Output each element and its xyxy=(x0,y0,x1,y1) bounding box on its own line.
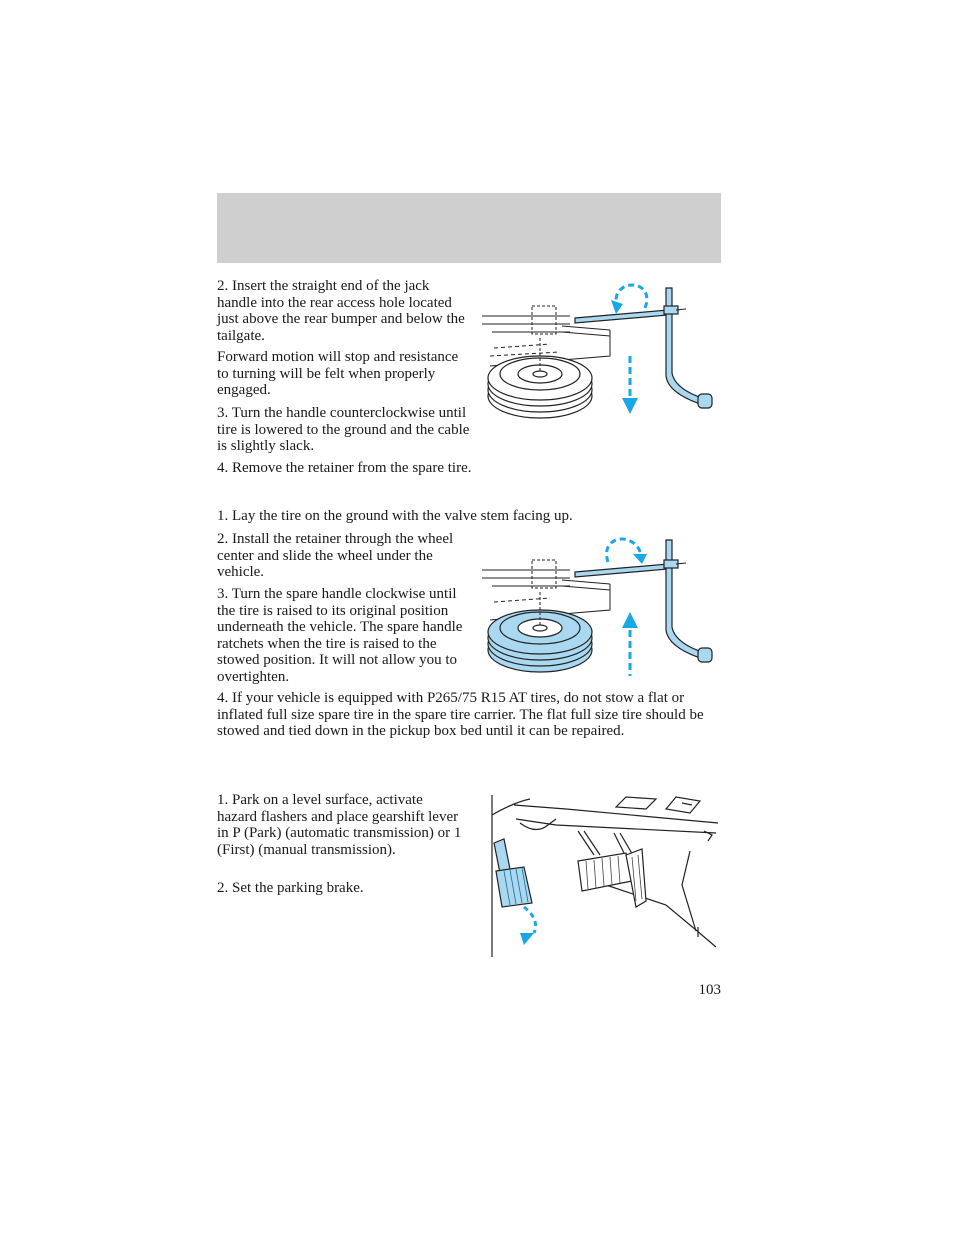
page-number: 103 xyxy=(698,982,721,998)
lower-note: Forward motion will stop and resistance to turning will be felt when properly engaged. xyxy=(217,349,459,398)
park-step-2: 2. Set the parking brake. xyxy=(217,880,364,896)
park-step-1: 1. Park on a level surface, activate hazard flashers and place gearshift lever in P (Park) (automatic transmission) or 1 (First) (manual transmission). xyxy=(217,792,462,858)
raise-step-1: 1. Lay the tire on the ground with the valve stem facing up. xyxy=(217,508,573,524)
lower-step-2: 2. Insert the straight end of the jack handle into the rear access hole located just above the rear bumper and below the tailgate. xyxy=(217,278,465,344)
raise-step-3: 3. Turn the spare handle clockwise until the tire is raised to its original position underneath the vehicle. The spare handle ratchets when the tire is raised to the stowed position. It will not allow you to overtighten. xyxy=(217,586,463,685)
parking-brake-pedal-illustration xyxy=(486,795,722,960)
section-header-band xyxy=(217,193,721,263)
parking-brake-arrow-icon xyxy=(524,907,536,933)
clockwise-arrow-icon xyxy=(607,539,641,562)
raise-step-2: 2. Install the retainer through the wheel center and slide the wheel under the vehicle. xyxy=(217,531,454,580)
lowering-spare-tire-illustration xyxy=(480,278,720,426)
lower-step-3: 3. Turn the handle counterclockwise until tire is lowered to the ground and the cable is slightly slack. xyxy=(217,405,470,454)
lower-step-4: 4. Remove the retainer from the spare tire. xyxy=(217,460,472,476)
raise-step-4: 4. If your vehicle is equipped with P265/75 R15 AT tires, do not stow a flat or inflated full size spare tire in the spare tire carrier. The flat full size tire should be stowed and tied down in the pickup box bed until it can be repaired. xyxy=(217,690,704,739)
raising-spare-tire-illustration xyxy=(480,532,720,680)
